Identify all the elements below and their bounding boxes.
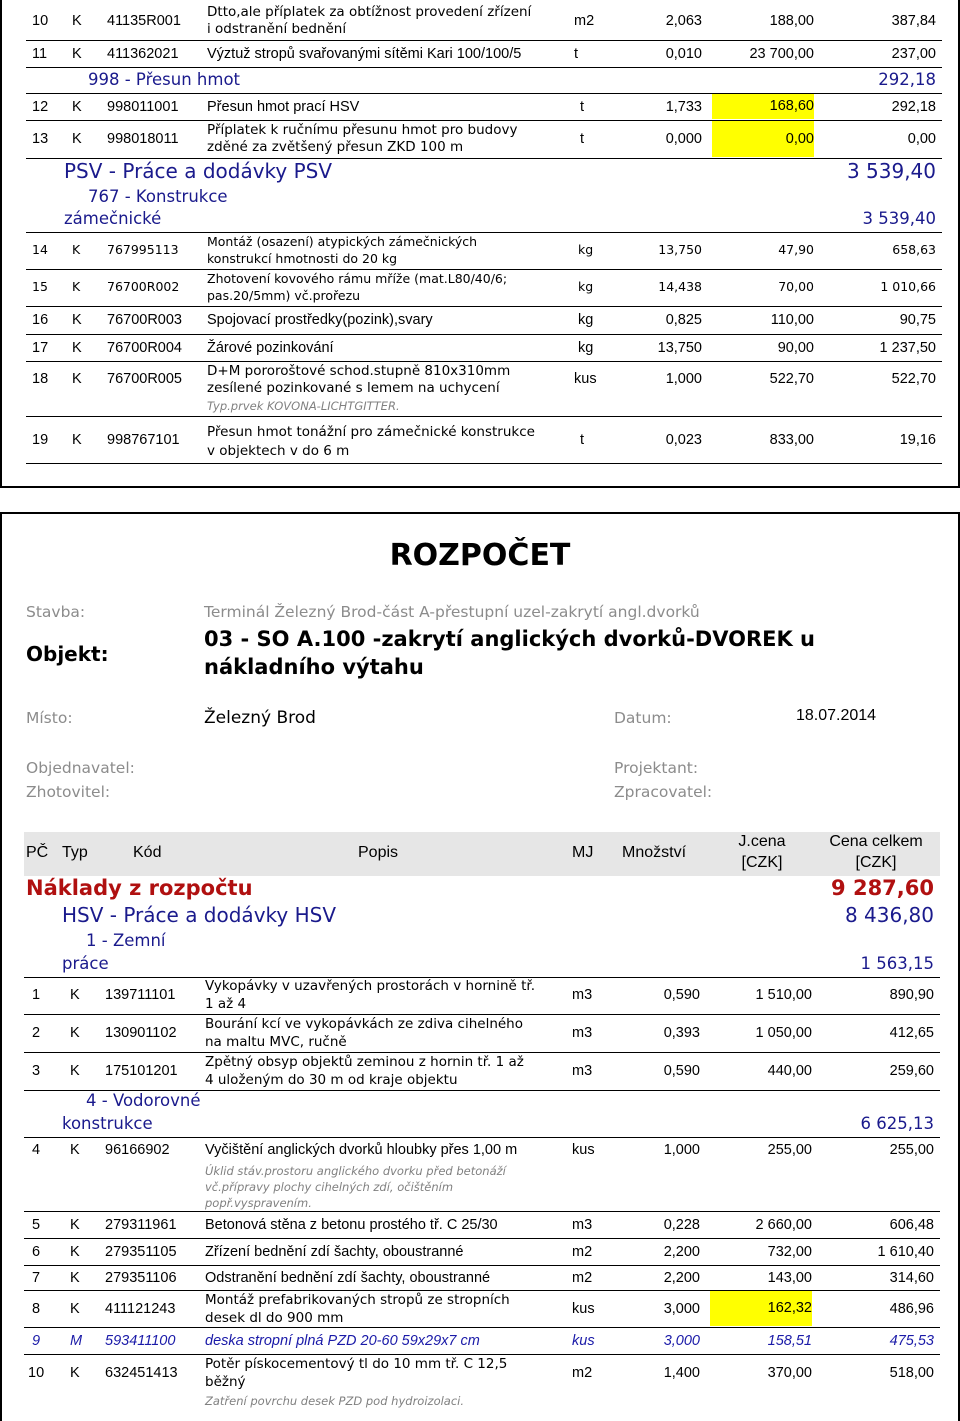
row-description: Žárové pozinkování: [207, 340, 334, 356]
row-unit-price: 2 660,00: [755, 1217, 812, 1233]
row-divider: [26, 463, 942, 464]
row-quantity: 0,393: [663, 1025, 700, 1041]
row-total: 292,18: [891, 99, 936, 115]
table-row: [2, 270, 960, 306]
table-row: [0, 1015, 960, 1052]
objekt-value-line2: nákladního výtahu: [204, 655, 424, 679]
row-unit-price: 143,00: [767, 1270, 812, 1286]
header-celkem: Cena celkem: [829, 833, 923, 850]
row-number: 6: [32, 1244, 41, 1260]
row-total: 387,84: [891, 13, 936, 29]
row-type: K: [72, 131, 82, 147]
row-description: Odstranění bednění zdí šachty, oboustranné: [205, 1270, 491, 1286]
row-quantity: 0,010: [665, 46, 702, 62]
row-quantity: 1,733: [665, 99, 702, 115]
row-total: 0,00: [907, 131, 936, 147]
table-row-material: [0, 1328, 960, 1354]
row-description: Vyčištění anglických dvorků hloubky přes 1,00 m: [205, 1142, 518, 1158]
table-row: [0, 1291, 960, 1327]
row-total: 486,96: [889, 1301, 934, 1317]
row-number: 18: [32, 371, 49, 387]
row-description-line2: pas.20/5mm) vč.prořezu: [207, 288, 361, 303]
row-unit: kg: [578, 340, 594, 356]
datum-value: 18.07.2014: [796, 707, 877, 724]
row-total: 314,60: [889, 1270, 934, 1286]
row-number: 10: [28, 1365, 45, 1381]
misto-value: Železný Brod: [204, 708, 316, 728]
section-title: 4 - Vodorovné: [86, 1091, 201, 1110]
row-code: 76700R005: [107, 371, 182, 387]
row-quantity: 3,000: [663, 1333, 700, 1349]
row-note: Zatření povrchu desek PZD pod hydroizolaci.: [205, 1394, 465, 1408]
objekt-label: Objekt:: [26, 642, 109, 666]
row-type: M: [70, 1333, 83, 1349]
table-row: [2, 41, 960, 67]
objekt-value: 03 - SO A.100 -zakrytí anglických dvorků-DVOREK u: [204, 627, 815, 651]
row-type: K: [72, 99, 82, 115]
header-mnozstvi: Množství: [622, 844, 687, 861]
row-quantity: 0,590: [663, 1063, 700, 1079]
row-total: 606,48: [889, 1217, 934, 1233]
row-type: K: [72, 279, 81, 294]
row-code: 76700R002: [107, 279, 180, 294]
row-quantity: 1,000: [665, 371, 702, 387]
row-code: 76700R004: [107, 340, 182, 356]
row-number: 9: [32, 1333, 41, 1349]
row-number: 12: [32, 99, 49, 115]
row-unit: m2: [572, 1270, 593, 1286]
row-quantity: 0,000: [665, 131, 702, 147]
row-unit: kg: [578, 242, 594, 257]
row-note: Typ.prvek KOVONA-LICHTGITTER.: [207, 399, 400, 413]
section-total: 1 563,15: [860, 954, 934, 973]
table-row: [2, 362, 960, 416]
row-type: K: [70, 1063, 80, 1079]
section-total: 6 625,13: [860, 1114, 934, 1133]
row-number: 14: [32, 242, 48, 257]
header-celkem-unit: [CZK]: [855, 854, 897, 871]
stavba-label: Stavba:: [26, 603, 86, 621]
row-unit: t: [574, 46, 579, 62]
table-row: [2, 335, 960, 361]
table-row: [0, 1266, 960, 1290]
section-title-line2: práce: [62, 954, 109, 973]
row-type: K: [70, 1365, 80, 1381]
row-type: K: [72, 242, 81, 257]
section-title: 767 - Konstrukce: [88, 187, 228, 206]
row-type: K: [72, 371, 82, 387]
row-code: 130901102: [105, 1025, 177, 1041]
row-unit: kg: [578, 312, 594, 328]
row-description: Přesun hmot tonážní pro zámečnické konstrukce: [207, 424, 535, 440]
zhotovitel-label: Zhotovitel:: [26, 783, 111, 801]
row-quantity: 1,000: [663, 1142, 700, 1158]
row-quantity: 1,400: [663, 1365, 700, 1381]
row-unit: m3: [572, 1025, 593, 1041]
row-description: Zpětný obsyp objektů zeminou z hornin tř. 1 až: [205, 1054, 524, 1070]
row-unit-price: 90,00: [777, 340, 814, 356]
row-unit-price: 188,00: [769, 13, 814, 29]
row-unit-price: 47,90: [778, 242, 814, 257]
row-code: 175101201: [105, 1063, 178, 1079]
row-description: Betonová stěna z betonu prostého tř. C 25/30: [205, 1217, 498, 1233]
row-number: 4: [32, 1142, 41, 1158]
row-quantity: 0,228: [663, 1217, 700, 1233]
row-total: 475,53: [889, 1333, 934, 1349]
row-code: 998011001: [107, 99, 179, 115]
row-number: 11: [32, 46, 48, 62]
row-number: 15: [32, 279, 48, 294]
header-typ: Typ: [62, 844, 88, 861]
row-description-line2: na maltu MVC, ručně: [205, 1034, 347, 1050]
row-type: K: [72, 13, 82, 29]
row-quantity: 2,200: [663, 1270, 700, 1286]
row-quantity: 2,063: [665, 13, 702, 29]
row-number: 17: [32, 340, 49, 356]
row-number: 2: [32, 1025, 41, 1041]
row-unit: m2: [572, 1244, 593, 1260]
row-number: 8: [32, 1301, 41, 1317]
table-row: [2, 121, 960, 158]
row-description-line2: zděné za zvětšený přesun ZKD 100 m: [207, 139, 464, 155]
row-note-line2: vč.přípravy plochy cihelných zdí, očištěním: [205, 1180, 454, 1194]
row-description: Zhotovení kovového rámu mříže (mat.L80/40/6;: [207, 271, 508, 286]
table-row: [0, 1239, 960, 1265]
row-number: 7: [32, 1270, 41, 1286]
row-unit-price: 1 510,00: [755, 987, 812, 1003]
row-code: 998767101: [107, 432, 180, 448]
row-total: 658,63: [892, 242, 936, 257]
row-total: 890,90: [889, 987, 934, 1003]
row-total: 1 610,40: [877, 1244, 934, 1260]
header-jcena-unit: [CZK]: [741, 854, 783, 871]
row-code: 279351106: [105, 1270, 177, 1286]
header-mj: MJ: [572, 844, 594, 861]
header-jcena: J.cena: [738, 833, 786, 850]
row-unit-price: 70,00: [778, 279, 814, 294]
row-type: K: [70, 1217, 80, 1233]
row-description: Přesun hmot prací HSV: [207, 99, 360, 115]
row-unit: kus: [574, 371, 597, 387]
hsv-title: HSV - Práce a dodávky HSV: [62, 903, 337, 927]
row-description: D+M pororoštové schod.stupně 810x310mm: [207, 363, 511, 379]
row-unit-price: 1 050,00: [755, 1025, 812, 1041]
row-type: K: [72, 46, 82, 62]
section-title: PSV - Práce a dodávky PSV: [64, 159, 333, 183]
row-code: 279311961: [105, 1217, 177, 1233]
row-unit: t: [580, 432, 585, 448]
header-pc: PČ: [26, 844, 49, 861]
table-row: [0, 1212, 960, 1238]
row-unit-price: 0,00: [712, 121, 814, 157]
header-kod: Kód: [133, 844, 162, 861]
row-note: Úklid stáv.prostoru anglického dvorku před betonáží: [205, 1164, 506, 1178]
table-row: [0, 1138, 960, 1210]
row-number: 13: [32, 131, 49, 147]
row-code: 411121243: [105, 1301, 176, 1317]
row-type: K: [72, 340, 82, 356]
row-quantity: 0,825: [665, 312, 702, 328]
row-code: 998018011: [107, 131, 179, 147]
row-total: 255,00: [889, 1142, 934, 1158]
zpracovatel-label: Zpracovatel:: [614, 783, 713, 801]
row-code: 96166902: [105, 1142, 170, 1158]
row-total: 518,00: [889, 1365, 934, 1381]
section-title: 1 - Zemní: [86, 931, 166, 950]
row-unit: m2: [572, 1365, 593, 1381]
row-description: Výztuž stropů svařovanými sítěmi Kari 100/100/5: [207, 46, 522, 62]
row-type: K: [70, 1270, 80, 1286]
row-description: Vykopávky v uzavřených prostorách v hornině tř.: [205, 978, 535, 994]
row-unit: kg: [578, 279, 594, 294]
row-description: Bourání kcí ve vykopávkách ze zdiva cihelného: [205, 1016, 524, 1032]
row-description-line2: konstrukcí hmotnosti do 20 kg: [207, 251, 398, 266]
row-type: K: [70, 1301, 80, 1317]
row-description: Dtto,ale příplatek za obtížnost provedení zřízení: [207, 4, 532, 20]
row-unit: kus: [572, 1333, 595, 1349]
budget-page-previous: [0, 0, 960, 488]
section-title-line2: konstrukce: [62, 1114, 153, 1133]
naklady-total: 9 287,60: [831, 876, 934, 900]
row-unit: m3: [572, 1217, 593, 1233]
row-number: 3: [32, 1063, 41, 1079]
row-unit: t: [580, 99, 585, 115]
table-row: [2, 94, 960, 120]
section-total: 292,18: [878, 70, 936, 89]
row-unit-price: 23 700,00: [749, 46, 814, 62]
row-unit-price: 158,51: [767, 1333, 812, 1349]
datum-label: Datum:: [614, 709, 672, 727]
table-row: [2, 0, 960, 40]
row-unit-price: 162,32: [710, 1291, 812, 1326]
table-row: [0, 1053, 960, 1090]
row-description-line2: desek dl do 900 mm: [205, 1310, 344, 1326]
row-unit: kus: [572, 1142, 595, 1158]
row-code: 593411100: [105, 1333, 176, 1349]
header-popis: Popis: [358, 844, 399, 861]
row-total: 1 010,66: [880, 279, 936, 294]
row-description-line2: 4 uloženým do 30 m od kraje objektu: [205, 1072, 458, 1088]
naklady-title: Náklady z rozpočtu: [26, 876, 253, 900]
row-divider: [26, 67, 942, 68]
row-type: K: [72, 312, 82, 328]
row-unit-price: 732,00: [767, 1244, 812, 1260]
row-number: 16: [32, 312, 49, 328]
row-description: Spojovací prostředky(pozink),svary: [207, 312, 433, 328]
row-description: Zřízení bednění zdí šachty, oboustranné: [205, 1244, 464, 1260]
row-quantity: 2,200: [663, 1244, 700, 1260]
row-quantity: 14,438: [658, 279, 702, 294]
row-unit: kus: [572, 1301, 595, 1317]
row-code: 767995113: [107, 242, 179, 257]
row-unit-price: 168,60: [712, 94, 814, 119]
row-unit-price: 833,00: [769, 432, 814, 448]
row-code: 76700R003: [107, 312, 182, 328]
misto-label: Místo:: [26, 709, 73, 727]
row-unit: m3: [572, 987, 593, 1003]
row-unit: m2: [574, 13, 595, 29]
row-quantity: 0,023: [665, 432, 702, 448]
row-code: 411362021: [107, 46, 179, 62]
row-code: 41135R001: [107, 13, 181, 29]
row-unit-price: 522,70: [769, 371, 814, 387]
row-unit-price: 370,00: [767, 1365, 812, 1381]
row-total: 19,16: [899, 432, 936, 448]
row-type: K: [72, 432, 82, 448]
table-row: [0, 1355, 960, 1415]
section-title-line2: zámečnické: [64, 209, 162, 228]
row-unit: t: [580, 131, 585, 147]
section-total: 3 539,40: [846, 159, 936, 183]
row-number: 5: [32, 1217, 41, 1233]
stavba-value: Terminál Železný Brod-část A-přestupní uzel-zakrytí angl.dvorků: [204, 603, 700, 621]
row-type: K: [70, 987, 80, 1003]
row-description-line2: v objektech v do 6 m: [207, 443, 350, 459]
row-note-line3: popř.vyspravením.: [205, 1196, 312, 1210]
row-total: 259,60: [889, 1063, 934, 1079]
row-type: K: [70, 1244, 80, 1260]
section-total: 3 539,40: [862, 209, 936, 228]
row-description-line2: zesílené pozinkované s lemem na uchycení: [207, 380, 500, 396]
row-description-line2: běžný: [205, 1374, 246, 1390]
row-type: K: [70, 1025, 80, 1041]
row-description: deska stropní plná PZD 20-60 59x29x7 cm: [205, 1333, 480, 1349]
projektant-label: Projektant:: [614, 759, 699, 777]
row-number: 19: [32, 432, 49, 448]
row-code: 632451413: [105, 1365, 178, 1381]
row-quantity: 0,590: [663, 987, 700, 1003]
row-unit-price: 110,00: [770, 312, 814, 328]
row-number: 1: [32, 987, 41, 1003]
page-title: ROZPOČET: [389, 538, 571, 573]
section-title: 998 - Přesun hmot: [88, 70, 241, 89]
row-type: K: [70, 1142, 80, 1158]
table-row: [0, 978, 960, 1014]
row-description: Montáž (osazení) atypických zámečnických: [207, 234, 478, 249]
row-total: 237,00: [891, 46, 936, 62]
row-description-line2: 1 až 4: [205, 996, 247, 1012]
row-unit-price: 255,00: [767, 1142, 812, 1158]
table-row: [2, 307, 960, 334]
row-total: 1 237,50: [879, 340, 936, 356]
row-total: 90,75: [899, 312, 936, 328]
row-quantity: 3,000: [663, 1301, 700, 1317]
objednavatel-label: Objednavatel:: [26, 759, 135, 777]
row-number: 10: [32, 13, 49, 29]
row-description: Příplatek k ručnímu přesunu hmot pro budovy: [207, 122, 518, 138]
row-total: 522,70: [891, 371, 936, 387]
row-unit-price: 440,00: [767, 1063, 812, 1079]
hsv-total: 8 436,80: [844, 903, 934, 927]
table-row: [2, 233, 960, 269]
row-quantity: 13,750: [658, 242, 702, 257]
row-description: Montáž prefabrikovaných stropů ze stropních: [205, 1292, 510, 1308]
row-code: 279351105: [105, 1244, 177, 1260]
row-total: 412,65: [889, 1025, 934, 1041]
row-quantity: 13,750: [657, 340, 702, 356]
row-unit: m3: [572, 1063, 593, 1079]
row-description-line2: i odstranění bednění: [207, 21, 347, 37]
table-row: [2, 417, 960, 463]
row-code: 139711101: [105, 987, 176, 1003]
row-description: Potěr pískocementový tl do 10 mm tř. C 12,5: [205, 1356, 508, 1372]
